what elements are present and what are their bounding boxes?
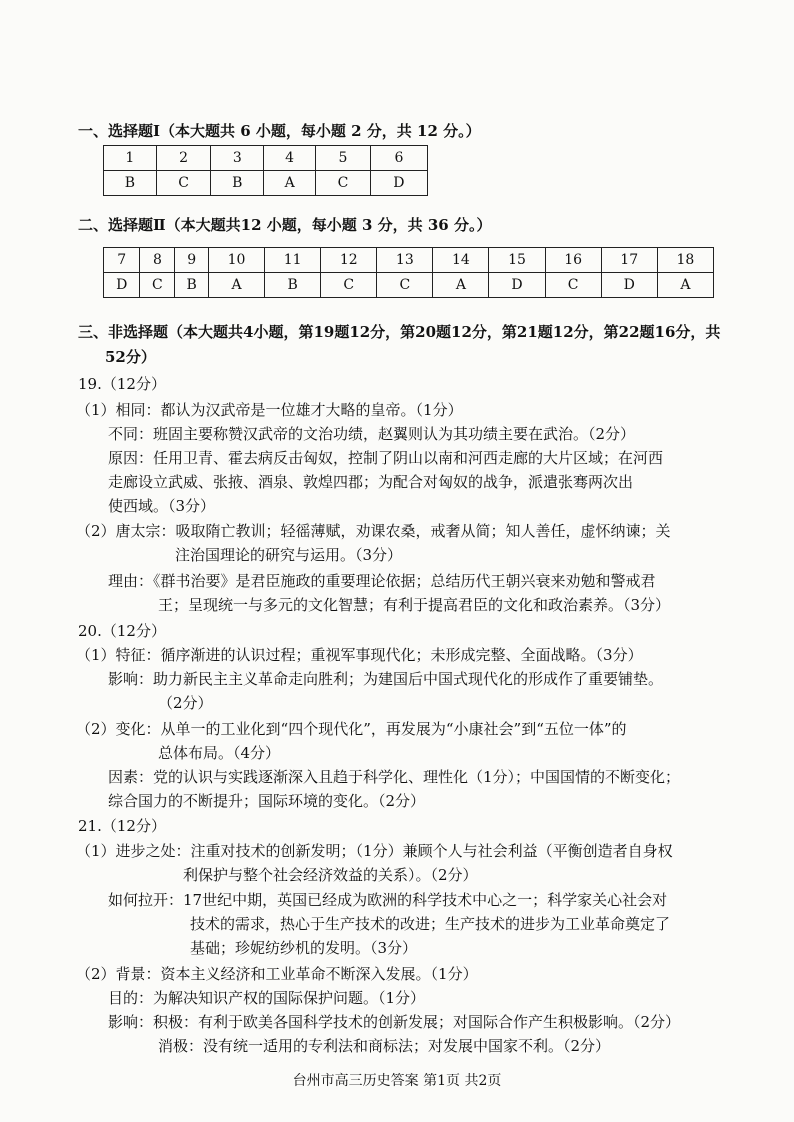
answer-cell: B — [265, 273, 321, 298]
q19-line: 不同：班固主要称赞汉武帝的文治功绩，赵翼则认为其功绩主要在武治。（2分） — [108, 425, 636, 443]
page-footer: 台州市高三历史答案 第1页 共2页 — [292, 1073, 502, 1089]
question-number: 13 — [377, 248, 433, 273]
question-number: 10 — [209, 248, 265, 273]
question-number: 7 — [104, 248, 140, 273]
question-number: 1 — [104, 146, 157, 171]
question-number: 3 — [211, 146, 264, 171]
q20-line: 影响：助力新民主主义革命走向胜利；为建国后中国式现代化的形成作了重要铺垫。 — [108, 670, 664, 688]
q21-heading: 21.（12分） — [78, 817, 166, 835]
answer-cell: C — [321, 273, 377, 298]
question-number: 4 — [264, 146, 316, 171]
q19-line: 走廊设立武威、张掖、酒泉、敦煌四郡；为配合对匈奴的战争，派遣张骞两次出 — [108, 473, 634, 491]
answer-cell: A — [264, 171, 316, 196]
section2-title: 二、选择题Ⅱ（本大题共12 小题，每小题 3 分，共 36 分。） — [78, 216, 492, 234]
question-number: 18 — [657, 248, 713, 273]
answer-cell: C — [156, 171, 211, 196]
table-row — [104, 273, 714, 298]
table-row — [104, 171, 428, 196]
section2-answer-table — [103, 247, 714, 298]
question-number: 12 — [321, 248, 377, 273]
q19-heading: 19.（12分） — [78, 375, 166, 393]
q20-line: 综合国力的不断提升；国际环境的变化。（2分） — [108, 792, 426, 810]
answer-cell: B — [104, 171, 157, 196]
q21-line: 如何拉开：17世纪中期，英国已经成为欧洲的科学技术中心之一；科学家关心社会对 — [108, 891, 668, 909]
question-number: 2 — [156, 146, 211, 171]
q20-line: （1）特征：循序渐进的认识过程；重视军事现代化；未形成完整、全面战略。（3分） — [76, 646, 643, 664]
question-number: 8 — [140, 248, 175, 273]
answer-cell: D — [370, 171, 427, 196]
q19-line: 使西域。（3分） — [108, 497, 216, 515]
answer-cell: D — [104, 273, 140, 298]
answer-cell: C — [377, 273, 433, 298]
question-number: 6 — [370, 146, 427, 171]
q21-line: 目的：为解决知识产权的国际保护问题。（1分） — [108, 989, 426, 1007]
q20-line: 因素：党的认识与实践逐渐深入且趋于科学化、理性化（1分）；中国国情的不断变化； — [108, 768, 681, 786]
section3-title-line2: 52分） — [105, 348, 156, 366]
q21-line: （2）背景：资本主义经济和工业革命不断深入发展。（1分） — [76, 965, 478, 983]
question-number: 9 — [175, 248, 209, 273]
question-number: 11 — [265, 248, 321, 273]
q19-line: 王；呈现统一与多元的文化智慧；有利于提高君臣的文化和政治素养。（3分） — [158, 596, 671, 614]
q20-heading: 20.（12分） — [78, 622, 166, 640]
answer-cell: D — [601, 273, 657, 298]
q20-line: （2分） — [158, 694, 213, 712]
section3-title-line1: 三、非选择题（本大题共4小题，第19题12分，第20题12分，第21题12分，第22题16分，共 — [78, 323, 721, 341]
q19-line: （2）唐太宗：吸取隋亡教训；轻徭薄赋，劝课农桑，戒奢从简；知人善任，虚怀纳谏；关 — [76, 522, 671, 540]
q19-line: 注治国理论的研究与运用。（3分） — [175, 546, 403, 564]
q20-line: 总体布局。（4分） — [158, 744, 281, 762]
answer-cell: C — [316, 171, 371, 196]
answer-cell: D — [489, 273, 545, 298]
answer-cell: B — [175, 273, 209, 298]
answer-cell: C — [545, 273, 601, 298]
answer-cell: A — [209, 273, 265, 298]
q19-line: 理由：《群书治要》是君臣施政的重要理论依据；总结历代王朝兴衰来劝勉和警戒君 — [108, 572, 656, 590]
q21-line: 消极：没有统一适用的专利法和商标法；对发展中国家不利。（2分） — [158, 1037, 611, 1055]
table-row — [104, 248, 714, 273]
q20-line: （2）变化：从单一的工业化到“四个现代化”，再发展为“小康社会”到“五位一体”的 — [76, 720, 627, 738]
q21-line: 基础；珍妮纺纱机的发明。（3分） — [190, 939, 418, 957]
q21-line: 技术的需求，热心于生产技术的改进；生产技术的进步为工业革命奠定了 — [190, 915, 671, 933]
answer-cell: A — [433, 273, 489, 298]
answer-cell: A — [657, 273, 713, 298]
question-number: 14 — [433, 248, 489, 273]
q21-line: 利保护与整个社会经济效益的关系）。（2分） — [183, 866, 478, 884]
q21-line: （1）进步之处：注重对技术的创新发明；（1分）兼顾个人与社会利益（平衡创造者自身权 — [76, 842, 673, 860]
q21-line: 影响：积极：有利于欧美各国科学技术的创新发展；对国际合作产生积极影响。（2分） — [108, 1013, 681, 1031]
answer-cell: C — [140, 273, 175, 298]
q19-line: （1）相同：都认为汉武帝是一位雄才大略的皇帝。（1分） — [76, 401, 463, 419]
question-number: 16 — [545, 248, 601, 273]
q19-line: 原因：任用卫青、霍去病反击匈奴，控制了阴山以南和河西走廊的大片区域；在河西 — [108, 449, 664, 467]
question-number: 17 — [601, 248, 657, 273]
section1-title: 一、选择题Ⅰ（本大题共 6 小题，每小题 2 分，共 12 分。） — [78, 122, 481, 140]
table-row — [104, 146, 428, 171]
question-number: 5 — [316, 146, 371, 171]
question-number: 15 — [489, 248, 545, 273]
section1-answer-table — [103, 145, 428, 196]
answer-cell: B — [211, 171, 264, 196]
